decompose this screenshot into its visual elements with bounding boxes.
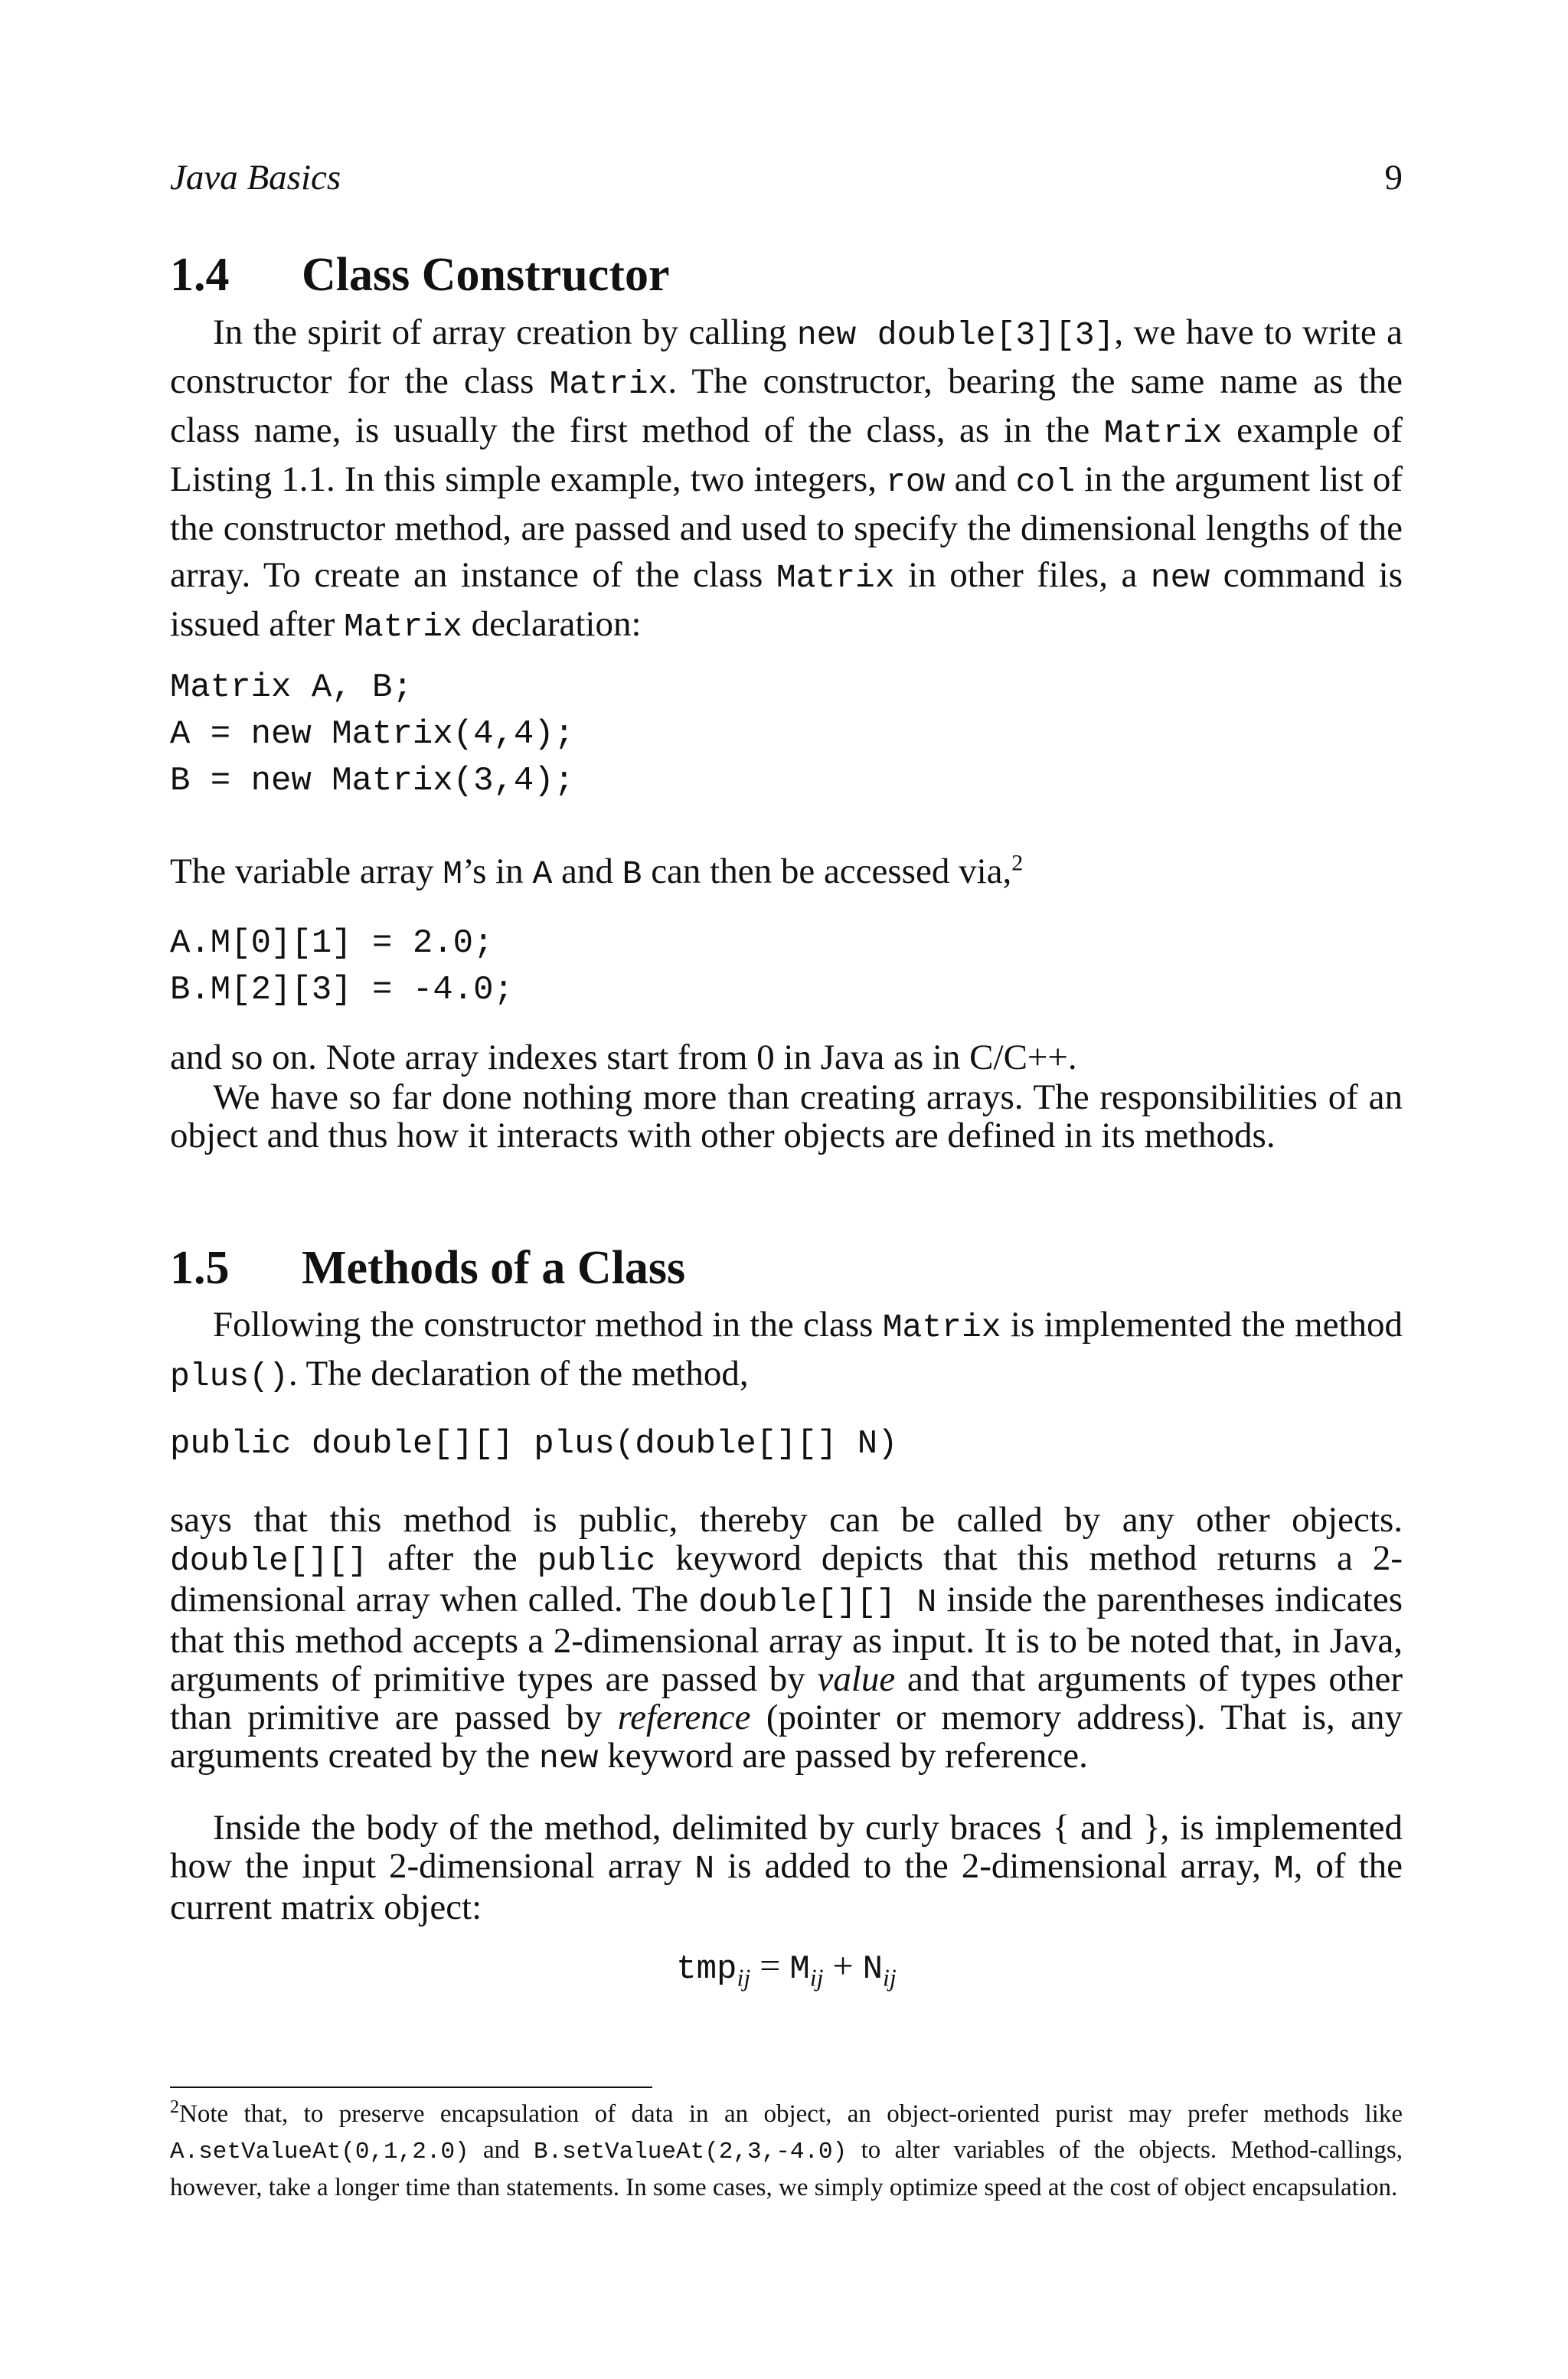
- paragraph-method-body: Inside the body of the method, delimited by curly braces { and }, is implemented how the input 2-dimensional array N is added to the 2-dimensional array, M, of the current matrix object:: [170, 1808, 1403, 1927]
- page-number: 9: [1384, 158, 1403, 198]
- section-heading-1-5: [170, 1244, 685, 1292]
- inline-code: Matrix: [344, 608, 462, 645]
- inline-code: Matrix: [776, 559, 895, 596]
- paragraph-responsibilities: We have so far done nothing more than creating arrays. The responsibilities of an object and thus how it interacts with other objects are defined in its methods.: [170, 1077, 1403, 1155]
- book-page: [170, 0, 1403, 2379]
- paragraph-access: The variable array M’s in A and B can then be accessed via,$^2$: [170, 850, 1024, 893]
- section-heading-1-4: [170, 251, 669, 299]
- code-line: Matrix A, B;: [170, 668, 413, 707]
- equation-matrix-sum: $tmp_{ij} = M_{ij} + N_{ij}$: [676, 1946, 897, 1992]
- inline-code: Matrix: [549, 365, 668, 403]
- emphasis: value: [817, 1659, 896, 1699]
- inline-code: Matrix: [882, 1309, 1001, 1346]
- paragraph-methods-intro: Following the constructor method in the class Matrix is implemented the method plus(). The declaration of the method,: [170, 1305, 1403, 1395]
- footnote-2: $^2$Note that, to preserve encapsulation of data in an object, an object-oriented purist may prefer methods like A.setValueAt(0,1,2.0) and B.setValueAt(2,3,-4.0) to alter variables of the objects. Method-callings, however, take a longer time than statements. In some cases, we simply optimize speed at the cost of object encapsulation.: [170, 2097, 1403, 2201]
- section-number: 1.4: [170, 249, 230, 301]
- section-title: Class Constructor: [302, 249, 670, 301]
- code-line: B.M[2][3] = -4.0;: [170, 971, 514, 1009]
- footnote-number: 2: [170, 2097, 179, 2117]
- code-block-access: [170, 920, 514, 1014]
- paragraph-constructor-intro: In the spirit of array creation by calling new double[3][3], we have to write a constructor for the class Matrix. The constructor, bearing the same name as the class name, is usually the first method of the class, as in the Matrix example of Listing 1.1. In this simple example, two integers, row and col in the argument list of the constructor method, are passed and used to specify the dimensional lengths of the array. To create an instance of the class Matrix in other files, a new command is issued after Matrix declaration:: [170, 312, 1403, 645]
- footnote-marker: 2: [1011, 850, 1024, 876]
- inline-code: B.setValueAt(2,3,-4.0): [533, 2139, 848, 2165]
- inline-code: new: [1150, 559, 1210, 596]
- running-head-title: Java Basics: [170, 158, 341, 198]
- paragraph-method-signature-explained: says that this method is public, thereby can be called by any other objects. double[][] after the public keyword depicts that this method returns a 2-dimensional array when called. The double[][] N inside the parentheses indicates that this method accepts a 2-dimensional array as input. It is to be noted that, in Java, arguments of primitive types are passed by value and that arguments of types other than primitive are passed by reference (pointer or memory address). That is, any arguments created by the new keyword are passed by reference.: [170, 1500, 1403, 1777]
- code-line-method-signature: public double[][] plus(double[][] N): [170, 1425, 898, 1463]
- inline-code: row: [886, 463, 946, 501]
- inline-code: Matrix: [1103, 414, 1223, 452]
- inline-code: plus(): [170, 1358, 289, 1395]
- footnote-divider: [170, 2087, 652, 2088]
- section-number: 1.5: [170, 1242, 230, 1294]
- code-line: B = new Matrix(3,4);: [170, 762, 575, 800]
- inline-code: M: [1273, 1850, 1294, 1887]
- code-line: A.M[0][1] = 2.0;: [170, 924, 494, 962]
- inline-code: A.setValueAt(0,1,2.0): [170, 2139, 469, 2165]
- section-title: Methods of a Class: [302, 1242, 686, 1294]
- inline-code: new double[3][3]: [796, 316, 1115, 354]
- inline-code: new: [539, 1740, 599, 1777]
- inline-code: col: [1015, 463, 1076, 501]
- emphasis: reference: [617, 1698, 751, 1737]
- inline-code: double[][] N: [698, 1583, 937, 1621]
- code-line: A = new Matrix(4,4);: [170, 715, 575, 753]
- code-block-declaration: [170, 665, 574, 805]
- inline-code: N: [694, 1850, 715, 1887]
- inline-code: public: [537, 1542, 656, 1580]
- paragraph-so-on: and so on. Note array indexes start from 0 in Java as in C/C++.: [170, 1038, 1077, 1077]
- inline-code: double[][]: [170, 1542, 368, 1580]
